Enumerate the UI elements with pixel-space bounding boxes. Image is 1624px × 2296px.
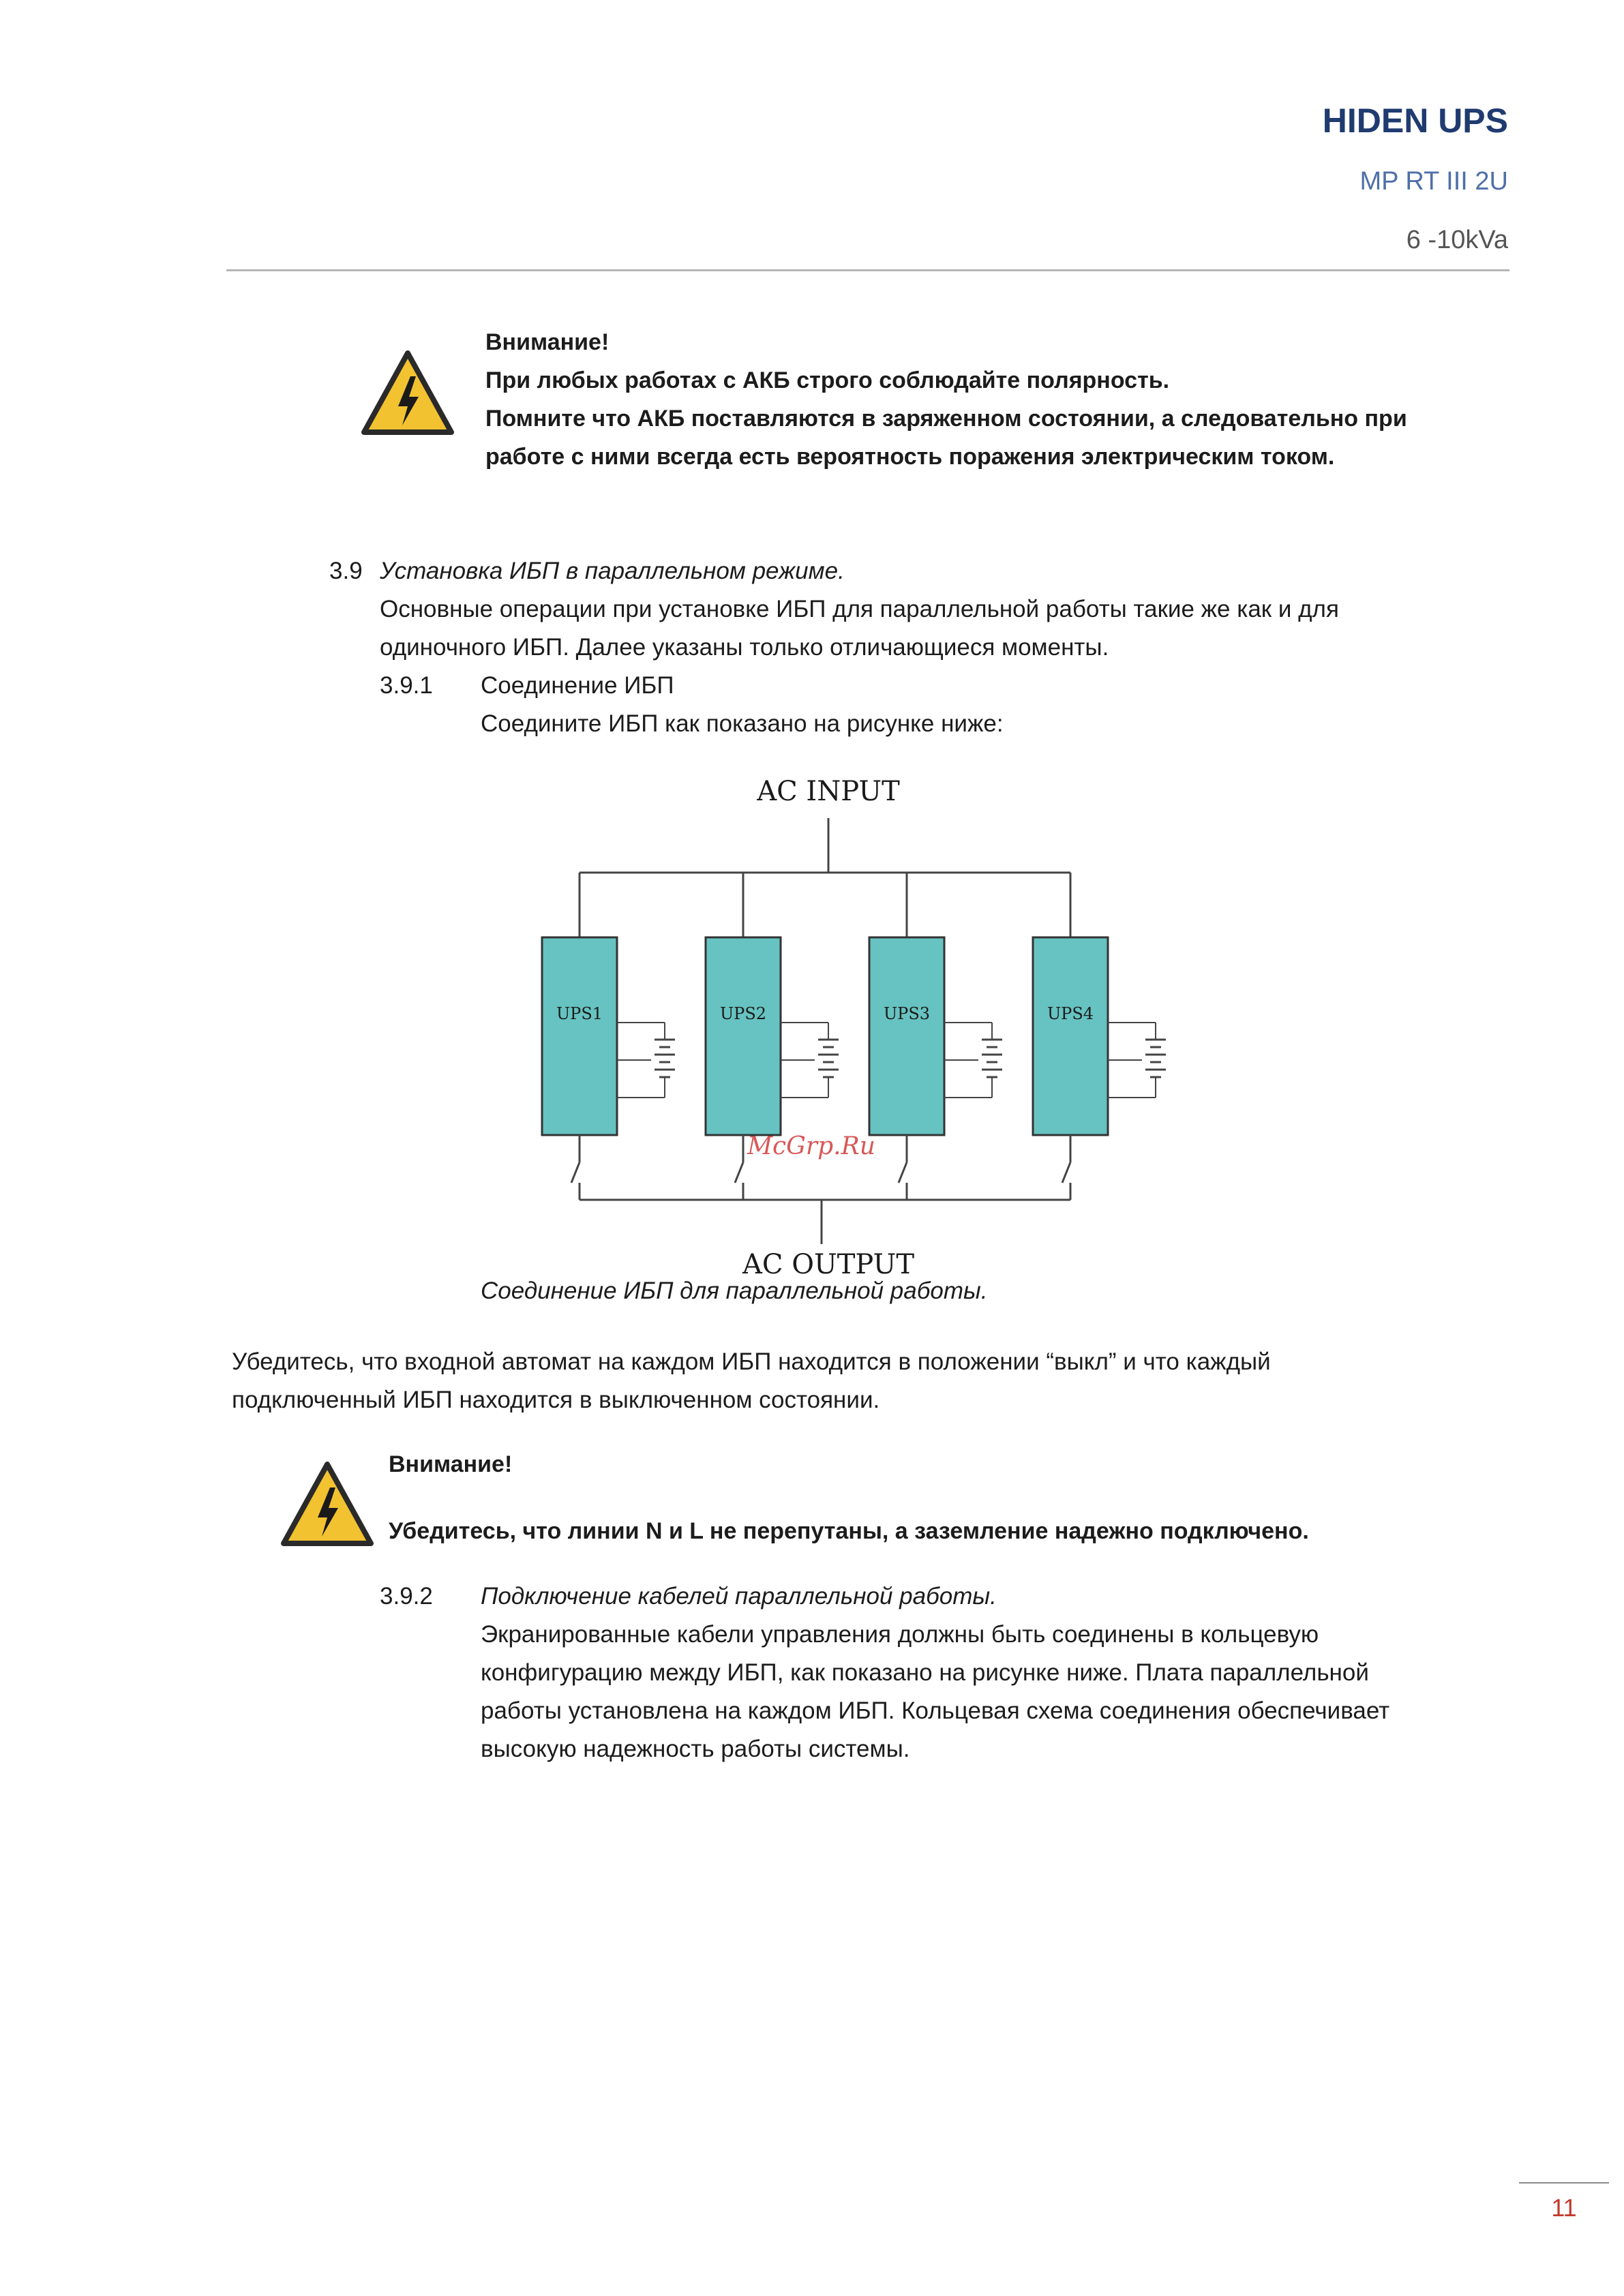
model-title: MP RT III 2U — [1359, 167, 1508, 196]
subsection-number: 3.9.1 — [380, 672, 433, 699]
page-number: 11 — [1551, 2194, 1577, 2222]
breaker-switch — [899, 1162, 907, 1183]
warning1-title: Внимание! — [485, 329, 610, 355]
paragraph-line: Убедитесь, что входной автомат на каждом ИБП находится в положении “выкл” и что каждый — [232, 1348, 1271, 1375]
header-divider — [226, 269, 1509, 271]
power-rating: 6 -10kVa — [1406, 226, 1508, 254]
ups-unit — [1033, 937, 1166, 1200]
brand-title: HIDEN UPS — [1322, 102, 1508, 140]
watermark-text: McGrp.Ru — [747, 1132, 875, 1160]
breaker-switch — [735, 1162, 743, 1183]
ups-unit — [542, 937, 675, 1200]
figure-caption: Соединение ИБП для параллельной работы. — [481, 1278, 988, 1304]
battery-icon — [1108, 1023, 1166, 1098]
section-title: Установка ИБП в параллельном режиме. — [380, 558, 845, 584]
section-text: Основные операции при установке ИБП для параллельной работы такие же как и для — [380, 596, 1339, 622]
warning1-line: При любых работах с АКБ строго соблюдайте полярность. — [485, 367, 1170, 393]
battery-icon — [944, 1023, 1002, 1098]
warning1-line: Помните что АКБ поставляются в заряженном состоянии, а следовательно при — [485, 406, 1407, 432]
subsection-number: 3.9.2 — [380, 1583, 433, 1610]
subsection-text: Экранированные кабели управления должны быть соединены в кольцевую — [481, 1621, 1319, 1648]
subsection-text: конфигурацию между ИБП, как показано на рисунке ниже. Плата параллельной — [481, 1659, 1369, 1686]
high-voltage-warning-icon — [280, 1460, 375, 1547]
footer-divider — [1519, 2182, 1609, 2184]
high-voltage-warning-icon — [360, 349, 455, 436]
warning1-line: работе с ними всегда есть вероятность поражения электрическим током. — [485, 444, 1335, 470]
ups-label: UPS1 — [556, 1004, 603, 1023]
warning2-title: Внимание! — [389, 1451, 513, 1477]
breaker-switch — [571, 1162, 580, 1183]
paragraph-line: подключенный ИБП находится в выключенном состоянии. — [232, 1387, 880, 1413]
ac-input-label: AC INPUT — [757, 776, 900, 807]
battery-icon — [617, 1023, 675, 1098]
breaker-switch — [1062, 1162, 1070, 1183]
subsection-title: Подключение кабелей параллельной работы. — [481, 1583, 997, 1610]
warning2-text: Убедитесь, что линии N и L не перепутаны, а заземление надежно подключено. — [389, 1518, 1309, 1544]
ups-unit — [706, 937, 839, 1200]
ups-unit — [869, 937, 1002, 1200]
ac-output-label: AC OUTPUT — [742, 1249, 914, 1280]
section-number: 3.9 — [329, 558, 363, 584]
parallel-connection-diagram — [525, 764, 1193, 1292]
subsection-text: высокую надежность работы системы. — [481, 1736, 910, 1762]
subsection-text: Соедините ИБП как показано на рисунке ниже: — [481, 710, 1004, 737]
subsection-text: работы установлена на каждом ИБП. Кольцевая схема соединения обеспечивает — [481, 1697, 1390, 1724]
subsection-title: Соединение ИБП — [481, 672, 674, 699]
ups-label: UPS2 — [719, 1004, 767, 1023]
ups-label: UPS4 — [1047, 1004, 1094, 1023]
section-text: одиночного ИБП. Далее указаны только отличающиеся моменты. — [380, 634, 1109, 661]
battery-icon — [781, 1023, 839, 1098]
ups-label: UPS3 — [883, 1004, 931, 1023]
